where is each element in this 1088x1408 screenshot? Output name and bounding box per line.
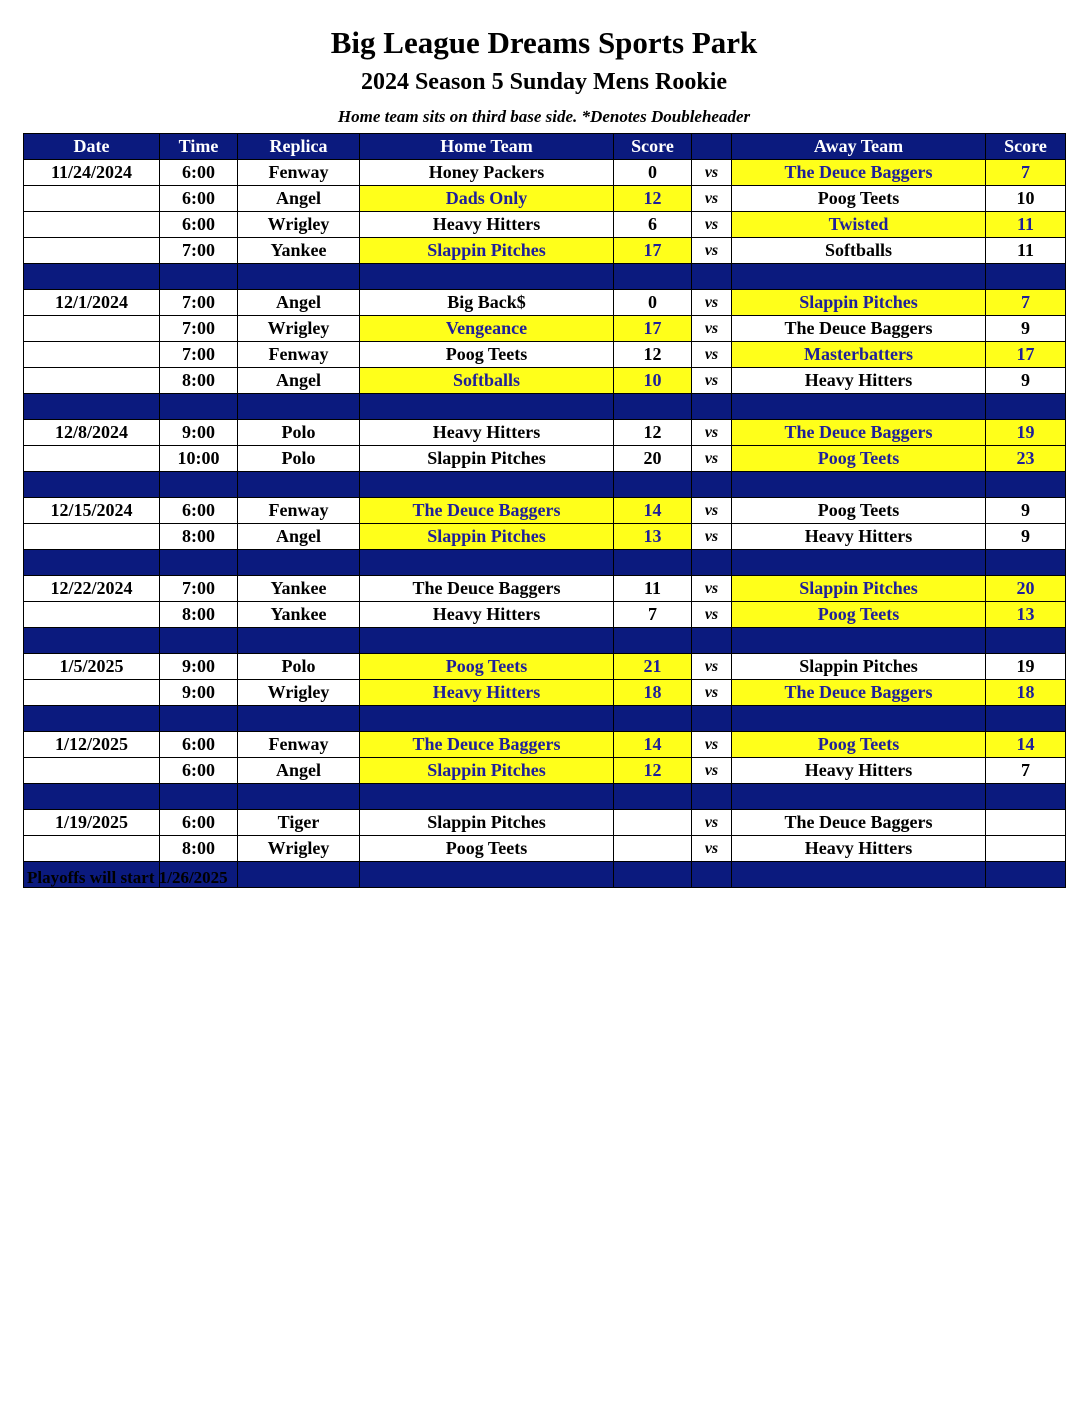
time-cell: 6:00 — [160, 758, 238, 784]
vs-cell: vs — [692, 342, 732, 368]
away-score-cell: 13 — [986, 602, 1066, 628]
away-score-cell: 9 — [986, 368, 1066, 394]
spacer-cell — [614, 394, 692, 420]
vs-cell: vs — [692, 576, 732, 602]
away-score-cell: 19 — [986, 420, 1066, 446]
away-team-cell: Poog Teets — [732, 446, 986, 472]
away-team-cell: Twisted — [732, 212, 986, 238]
date-cell — [24, 186, 160, 212]
spacer-cell — [360, 394, 614, 420]
spacer-cell — [160, 784, 238, 810]
home-team-cell: Heavy Hitters — [360, 680, 614, 706]
spacer-cell — [692, 628, 732, 654]
away-score-cell: 7 — [986, 758, 1066, 784]
spacer-cell — [986, 628, 1066, 654]
time-cell: 7:00 — [160, 576, 238, 602]
time-cell: 6:00 — [160, 212, 238, 238]
spacer-cell — [238, 706, 360, 732]
date-cell — [24, 758, 160, 784]
game-row — [24, 732, 1066, 758]
away-score-cell: 9 — [986, 498, 1066, 524]
replica-cell: Polo — [238, 420, 360, 446]
away-team-cell: The Deuce Baggers — [732, 420, 986, 446]
spacer-cell — [732, 394, 986, 420]
game-row — [24, 342, 1066, 368]
away-score-cell: 11 — [986, 238, 1066, 264]
playoffs-note: Playoffs will start 1/26/2025 — [27, 868, 228, 887]
replica-cell: Angel — [238, 186, 360, 212]
spacer-cell — [986, 264, 1066, 290]
spacer-cell — [238, 784, 360, 810]
spacer-cell — [360, 706, 614, 732]
game-row — [24, 576, 1066, 602]
spacer-row — [24, 472, 1066, 498]
spacer-cell — [732, 784, 986, 810]
home-team-cell: Dads Only — [360, 186, 614, 212]
spacer-cell — [986, 472, 1066, 498]
spacer-row — [24, 550, 1066, 576]
date-cell — [24, 446, 160, 472]
spacer-cell — [692, 706, 732, 732]
time-cell: 6:00 — [160, 498, 238, 524]
replica-cell: Angel — [238, 290, 360, 316]
away-team-cell: The Deuce Baggers — [732, 810, 986, 836]
away-team-cell: The Deuce Baggers — [732, 316, 986, 342]
home-score-cell — [614, 810, 692, 836]
vs-cell: vs — [692, 654, 732, 680]
time-cell: 6:00 — [160, 186, 238, 212]
game-row — [24, 446, 1066, 472]
time-cell: 8:00 — [160, 524, 238, 550]
spacer-cell — [360, 784, 614, 810]
spacer-cell — [732, 550, 986, 576]
home-team-cell: The Deuce Baggers — [360, 498, 614, 524]
spacer-cell — [24, 394, 160, 420]
date-cell: 12/1/2024 — [24, 290, 160, 316]
home-team-cell: Slappin Pitches — [360, 524, 614, 550]
spacer-cell — [614, 628, 692, 654]
date-cell — [24, 602, 160, 628]
spacer-cell — [732, 862, 986, 888]
col-header-time: Time — [160, 134, 238, 160]
away-score-cell: 7 — [986, 160, 1066, 186]
game-row — [24, 290, 1066, 316]
date-cell — [24, 212, 160, 238]
spacer-cell — [160, 550, 238, 576]
spacer-cell — [692, 264, 732, 290]
date-cell — [24, 836, 160, 862]
time-cell: 8:00 — [160, 368, 238, 394]
away-score-cell: 19 — [986, 654, 1066, 680]
away-score-cell: 10 — [986, 186, 1066, 212]
date-cell: 1/19/2025 — [24, 810, 160, 836]
date-cell — [24, 238, 160, 264]
spacer-cell — [238, 628, 360, 654]
home-team-cell: Poog Teets — [360, 342, 614, 368]
time-cell: 7:00 — [160, 290, 238, 316]
away-team-cell: Poog Teets — [732, 732, 986, 758]
away-team-cell: The Deuce Baggers — [732, 680, 986, 706]
vs-cell: vs — [692, 524, 732, 550]
time-cell: 10:00 — [160, 446, 238, 472]
home-score-cell: 20 — [614, 446, 692, 472]
replica-cell: Polo — [238, 446, 360, 472]
home-score-cell: 12 — [614, 342, 692, 368]
date-cell: 1/5/2025 — [24, 654, 160, 680]
time-cell: 7:00 — [160, 316, 238, 342]
game-row — [24, 654, 1066, 680]
time-cell: 7:00 — [160, 342, 238, 368]
replica-cell: Fenway — [238, 732, 360, 758]
home-score-cell: 14 — [614, 732, 692, 758]
spacer-cell — [360, 264, 614, 290]
spacer-cell — [732, 628, 986, 654]
date-cell — [24, 342, 160, 368]
header-row — [24, 134, 1066, 160]
home-team-cell: Softballs — [360, 368, 614, 394]
date-cell: 11/24/2024 — [24, 160, 160, 186]
vs-cell: vs — [692, 238, 732, 264]
home-score-cell: 12 — [614, 186, 692, 212]
away-team-cell: Heavy Hitters — [732, 836, 986, 862]
game-row — [24, 420, 1066, 446]
vs-cell: vs — [692, 732, 732, 758]
game-row — [24, 212, 1066, 238]
schedule-note: Home team sits on third base side. *Denotes Doubleheader — [337, 107, 751, 126]
vs-cell: vs — [692, 420, 732, 446]
spacer-cell — [986, 550, 1066, 576]
col-header-vs — [692, 134, 732, 160]
vs-cell: vs — [692, 212, 732, 238]
replica-cell: Yankee — [238, 576, 360, 602]
spacer-cell — [360, 628, 614, 654]
away-team-cell: Slappin Pitches — [732, 576, 986, 602]
spacer-cell — [986, 394, 1066, 420]
home-team-cell: Slappin Pitches — [360, 810, 614, 836]
vs-cell: vs — [692, 290, 732, 316]
home-team-cell: Heavy Hitters — [360, 602, 614, 628]
time-cell: 8:00 — [160, 602, 238, 628]
away-score-cell: 9 — [986, 316, 1066, 342]
spacer-cell — [238, 862, 360, 888]
spacer-row — [24, 394, 1066, 420]
spacer-cell — [24, 628, 160, 654]
date-cell — [24, 680, 160, 706]
spacer-cell — [614, 862, 692, 888]
home-score-cell: 21 — [614, 654, 692, 680]
away-score-cell: 11 — [986, 212, 1066, 238]
replica-cell: Angel — [238, 524, 360, 550]
away-team-cell: Slappin Pitches — [732, 290, 986, 316]
vs-cell: vs — [692, 498, 732, 524]
home-score-cell — [614, 836, 692, 862]
spacer-cell — [238, 264, 360, 290]
game-row — [24, 368, 1066, 394]
replica-cell: Angel — [238, 758, 360, 784]
away-team-cell: Poog Teets — [732, 602, 986, 628]
home-team-cell: Honey Packers — [360, 160, 614, 186]
home-team-cell: Big Back$ — [360, 290, 614, 316]
spacer-cell — [614, 784, 692, 810]
game-row — [24, 524, 1066, 550]
spacer-row — [24, 784, 1066, 810]
time-cell: 6:00 — [160, 810, 238, 836]
spacer-row — [24, 628, 1066, 654]
away-team-cell: Slappin Pitches — [732, 654, 986, 680]
time-cell: 6:00 — [160, 732, 238, 758]
spacer-cell — [160, 628, 238, 654]
spacer-cell — [692, 784, 732, 810]
away-score-cell: 9 — [986, 524, 1066, 550]
away-score-cell: 14 — [986, 732, 1066, 758]
home-team-cell: Heavy Hitters — [360, 420, 614, 446]
replica-cell: Fenway — [238, 160, 360, 186]
col-header-home-score: Score — [614, 134, 692, 160]
spacer-cell — [24, 264, 160, 290]
away-score-cell: 23 — [986, 446, 1066, 472]
away-team-cell: Masterbatters — [732, 342, 986, 368]
spacer-cell — [692, 394, 732, 420]
home-score-cell: 10 — [614, 368, 692, 394]
spacer-cell — [24, 472, 160, 498]
game-row — [24, 836, 1066, 862]
away-score-cell — [986, 836, 1066, 862]
away-score-cell — [986, 810, 1066, 836]
spacer-cell — [238, 550, 360, 576]
away-team-cell: Poog Teets — [732, 498, 986, 524]
time-cell: 7:00 — [160, 238, 238, 264]
replica-cell: Fenway — [238, 342, 360, 368]
vs-cell: vs — [692, 368, 732, 394]
date-cell — [24, 524, 160, 550]
spacer-cell — [614, 264, 692, 290]
vs-cell: vs — [692, 186, 732, 212]
time-cell: 8:00 — [160, 836, 238, 862]
replica-cell: Polo — [238, 654, 360, 680]
spacer-cell — [986, 862, 1066, 888]
replica-cell: Yankee — [238, 602, 360, 628]
vs-cell: vs — [692, 680, 732, 706]
home-score-cell: 12 — [614, 420, 692, 446]
home-team-cell: Vengeance — [360, 316, 614, 342]
away-team-cell: Heavy Hitters — [732, 368, 986, 394]
date-cell: 1/12/2025 — [24, 732, 160, 758]
home-score-cell: 0 — [614, 160, 692, 186]
col-header-date: Date — [24, 134, 160, 160]
time-cell: 6:00 — [160, 160, 238, 186]
home-team-cell: Slappin Pitches — [360, 446, 614, 472]
game-row — [24, 498, 1066, 524]
schedule-table — [23, 133, 1066, 888]
home-score-cell: 17 — [614, 238, 692, 264]
col-header-replica: Replica — [238, 134, 360, 160]
vs-cell: vs — [692, 602, 732, 628]
away-score-cell: 20 — [986, 576, 1066, 602]
vs-cell: vs — [692, 758, 732, 784]
home-score-cell: 14 — [614, 498, 692, 524]
time-cell: 9:00 — [160, 654, 238, 680]
replica-cell: Angel — [238, 368, 360, 394]
home-score-cell: 17 — [614, 316, 692, 342]
game-row — [24, 186, 1066, 212]
vs-cell: vs — [692, 160, 732, 186]
replica-cell: Wrigley — [238, 680, 360, 706]
spacer-cell — [986, 784, 1066, 810]
spacer-cell — [360, 550, 614, 576]
time-cell: 9:00 — [160, 680, 238, 706]
home-team-cell: Poog Teets — [360, 654, 614, 680]
home-score-cell: 7 — [614, 602, 692, 628]
vs-cell: vs — [692, 316, 732, 342]
home-team-cell: Heavy Hitters — [360, 212, 614, 238]
spacer-cell — [692, 862, 732, 888]
spacer-cell — [614, 550, 692, 576]
spacer-cell — [160, 472, 238, 498]
away-team-cell: Poog Teets — [732, 186, 986, 212]
spacer-cell — [732, 472, 986, 498]
spacer-cell — [732, 706, 986, 732]
spacer-cell — [238, 394, 360, 420]
replica-cell: Fenway — [238, 498, 360, 524]
spacer-cell — [614, 706, 692, 732]
spacer-cell — [360, 472, 614, 498]
spacer-cell — [986, 706, 1066, 732]
home-score-cell: 11 — [614, 576, 692, 602]
spacer-cell — [692, 472, 732, 498]
home-score-cell: 0 — [614, 290, 692, 316]
spacer-cell — [160, 394, 238, 420]
spacer-cell — [24, 550, 160, 576]
time-cell: 9:00 — [160, 420, 238, 446]
col-header-away-score: Score — [986, 134, 1066, 160]
game-row — [24, 602, 1066, 628]
game-row — [24, 758, 1066, 784]
date-cell: 12/8/2024 — [24, 420, 160, 446]
date-cell — [24, 368, 160, 394]
col-header-away-team: Away Team — [732, 134, 986, 160]
home-score-cell: 12 — [614, 758, 692, 784]
replica-cell: Yankee — [238, 238, 360, 264]
away-team-cell: Softballs — [732, 238, 986, 264]
home-score-cell: 13 — [614, 524, 692, 550]
date-cell: 12/15/2024 — [24, 498, 160, 524]
vs-cell: vs — [692, 810, 732, 836]
spacer-cell — [160, 706, 238, 732]
page-subtitle: 2024 Season 5 Sunday Mens Rookie — [360, 69, 728, 95]
vs-cell: vs — [692, 836, 732, 862]
schedule-body — [24, 160, 1066, 888]
away-score-cell: 7 — [986, 290, 1066, 316]
spacer-cell — [24, 784, 160, 810]
spacer-cell — [614, 472, 692, 498]
home-team-cell: Slappin Pitches — [360, 758, 614, 784]
spacer-cell — [692, 550, 732, 576]
replica-cell: Tiger — [238, 810, 360, 836]
spacer-row — [24, 264, 1066, 290]
spacer-row — [24, 706, 1066, 732]
col-header-home-team: Home Team — [360, 134, 614, 160]
game-row — [24, 316, 1066, 342]
spacer-cell — [732, 264, 986, 290]
date-cell: 12/22/2024 — [24, 576, 160, 602]
home-score-cell: 18 — [614, 680, 692, 706]
game-row — [24, 680, 1066, 706]
away-score-cell: 17 — [986, 342, 1066, 368]
spacer-cell — [360, 862, 614, 888]
vs-cell: vs — [692, 446, 732, 472]
spacer-cell — [24, 706, 160, 732]
home-team-cell: Poog Teets — [360, 836, 614, 862]
home-team-cell: The Deuce Baggers — [360, 732, 614, 758]
page-title: Big League Dreams Sports Park — [330, 25, 758, 60]
away-team-cell: Heavy Hitters — [732, 758, 986, 784]
home-team-cell: The Deuce Baggers — [360, 576, 614, 602]
away-team-cell: Heavy Hitters — [732, 524, 986, 550]
replica-cell: Wrigley — [238, 316, 360, 342]
game-row — [24, 160, 1066, 186]
away-team-cell: The Deuce Baggers — [732, 160, 986, 186]
game-row — [24, 810, 1066, 836]
home-team-cell: Slappin Pitches — [360, 238, 614, 264]
date-cell — [24, 316, 160, 342]
spacer-cell — [160, 264, 238, 290]
home-score-cell: 6 — [614, 212, 692, 238]
spacer-cell — [238, 472, 360, 498]
replica-cell: Wrigley — [238, 836, 360, 862]
replica-cell: Wrigley — [238, 212, 360, 238]
game-row — [24, 238, 1066, 264]
away-score-cell: 18 — [986, 680, 1066, 706]
